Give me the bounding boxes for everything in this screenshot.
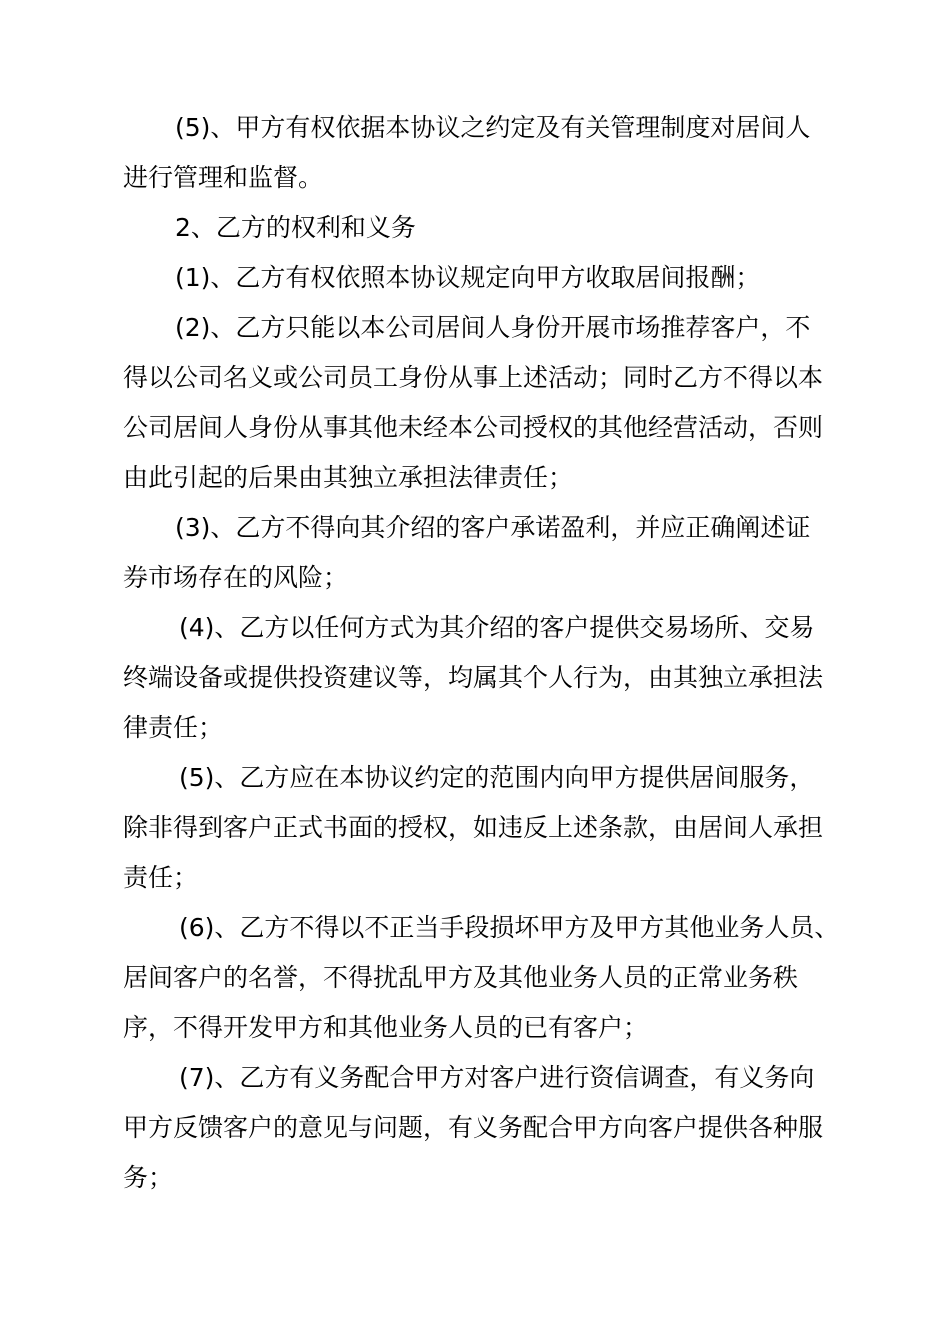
text-line: 甲方反馈客户的意见与问题，有义务配合甲方向客户提供各种服 xyxy=(123,1113,824,1142)
text-line: 务； xyxy=(123,1163,174,1192)
text-line: 券市场存在的风险； xyxy=(123,563,349,592)
text-line: (4)、乙方以任何方式为其介绍的客户提供交易场所、交易 xyxy=(179,613,815,642)
text-line: (3)、乙方不得向其介绍的客户承诺盈利，并应正确阐述证 xyxy=(175,513,811,542)
text-line: 进行管理和监督。 xyxy=(123,163,324,192)
text-line: 律责任； xyxy=(123,713,224,742)
text-line: 公司居间人身份从事其他未经本公司授权的其他经营活动，否则 xyxy=(123,413,824,442)
text-line: (7)、乙方有义务配合甲方对客户进行资信调查，有义务向 xyxy=(179,1063,815,1092)
text-line: 居间客户的名誉，不得扰乱甲方及其他业务人员的正常业务秩 xyxy=(123,963,799,992)
text-line: (1)、乙方有权依照本协议规定向甲方收取居间报酬； xyxy=(175,263,761,292)
text-line: 责任； xyxy=(123,863,199,892)
text-line: 得以公司名义或公司员工身份从事上述活动；同时乙方不得以本 xyxy=(123,363,824,392)
text-line: 终端设备或提供投资建议等，均属其个人行为，由其独立承担法 xyxy=(123,663,824,692)
text-line: (5)、乙方应在本协议约定的范围内向甲方提供居间服务， xyxy=(179,763,815,792)
text-line: (2)、乙方只能以本公司居间人身份开展市场推荐客户，不 xyxy=(175,313,811,342)
text-line: 序，不得开发甲方和其他业务人员的已有客户； xyxy=(123,1013,649,1042)
section-heading: 2、乙方的权利和义务 xyxy=(175,213,416,242)
text-line: (5)、甲方有权依据本协议之约定及有关管理制度对居间人 xyxy=(175,113,811,142)
text-line: 除非得到客户正式书面的授权，如违反上述条款，由居间人承担 xyxy=(123,813,824,842)
text-line: 由此引起的后果由其独立承担法律责任； xyxy=(123,463,574,492)
text-line: (6)、乙方不得以不正当手段损坏甲方及甲方其他业务人员、 xyxy=(179,913,840,942)
